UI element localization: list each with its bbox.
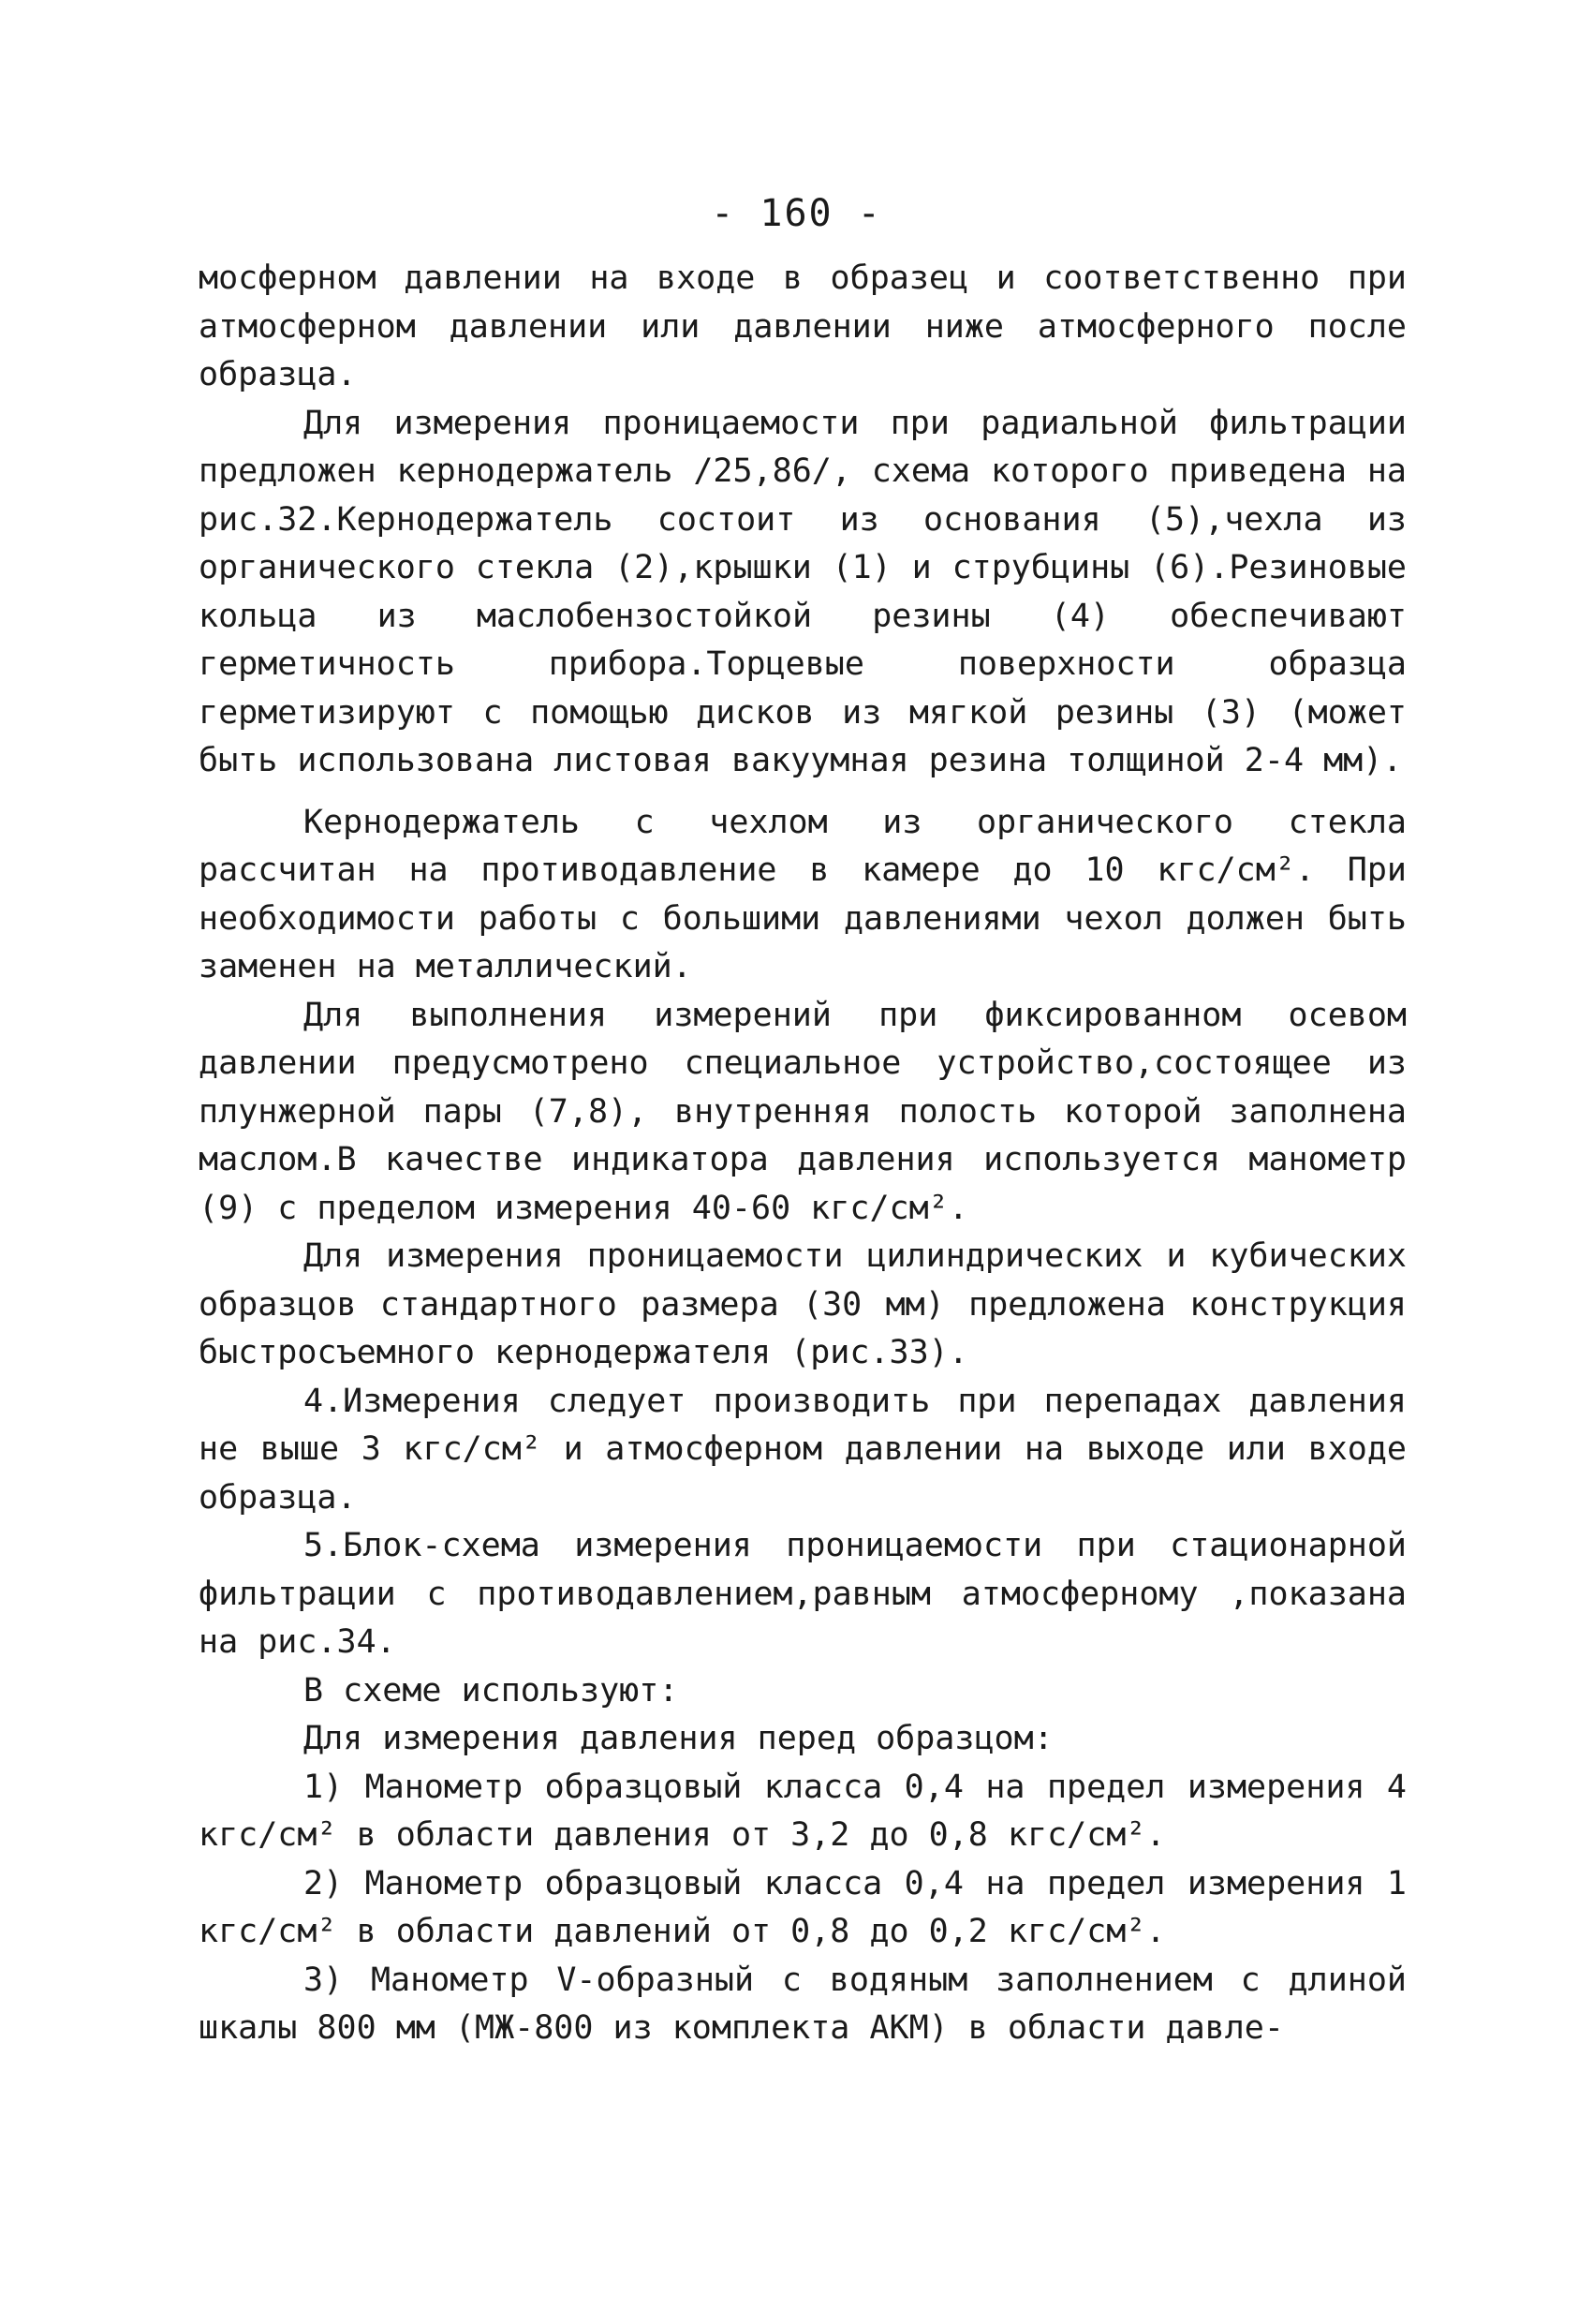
paragraph-step-5: 5.Блок-схема измерения проницаемости при стационарной фильтрации с противодавлением,равным атмосферному ,показана на рис.34. (199, 1527, 1407, 1661)
paragraph-axial-pressure: Для выполнения измерений при фиксированном осевом давлении предусмотрено специальное устройство,состоящее из плунжерной пары (7,8), внутренняя полость которой заполнена маслом.В качестве индикатора давления используется манометр (9) с пределом измерения 40-60 кгс/см². (199, 996, 1407, 1227)
list-item-manometer-1: 1) Манометр образцовый класса 0,4 на предел измерения 4 кгс/см² в области давления от 3,2 до 0,8 кгс/см². (199, 1768, 1407, 1854)
list-item-manometer-2: 2) Манометр образцовый класса 0,4 на предел измерения 1 кгс/см² в области давлений от 0,8 до 0,2 кгс/см². (199, 1864, 1407, 1950)
paragraph-counterpressure: Кернодержатель с чехлом из органического стекла рассчитан на противодавление в камере до 10 кгс/см². При необходимости работы с большими давлениями чехол должен быть заменен на металлический. (199, 803, 1407, 985)
list-item-manometer-3: 3) Манометр V-образный с водяным заполнением с длиной шкалы 800 мм (МЖ-800 из комплекта АКМ) в области давле- (199, 1961, 1407, 2047)
paragraph-step-4: 4.Измерения следует производить при перепадах давления не выше 3 кгс/см² и атмосферном давлении на выходе или входе образца. (199, 1382, 1407, 1517)
paragraph-scheme-uses: В схеме используют: (303, 1671, 679, 1710)
paragraph-pressure-before-sample: Для измерения давления перед образцом: (303, 1720, 1054, 1757)
page-number: - 160 - (711, 192, 882, 235)
paragraph-core-holder-description: Для измерения проницаемости при радиальной фильтрации предложен кернодержатель /25,86/, схема которого приведена на рис.32.Кернодержатель состоит из основания (5),чехла из органического стекла (2),крышки (1) и струбцины (6).Резиновые кольца из маслобензостойкой резины (4) обеспечивают герметичность прибора.Торцевые поверхности образца герметизируют с помощью дисков из мягкой резины (3) (может быть использована листовая вакуумная резина толщиной 2-4 мм). (199, 404, 1407, 779)
paragraph-quick-release-holder: Для измерения проницаемости цилиндрических и кубических образцов стандартного размера (30 мм) предложена конструкция быстросъемного кернодержателя (рис.33). (199, 1237, 1407, 1371)
body-text (199, 255, 1407, 2053)
paragraph-continuation: мосферном давлении на входе в образец и соответственно при атмосферном давлении или давлении ниже атмосферного после образца. (199, 259, 1407, 393)
